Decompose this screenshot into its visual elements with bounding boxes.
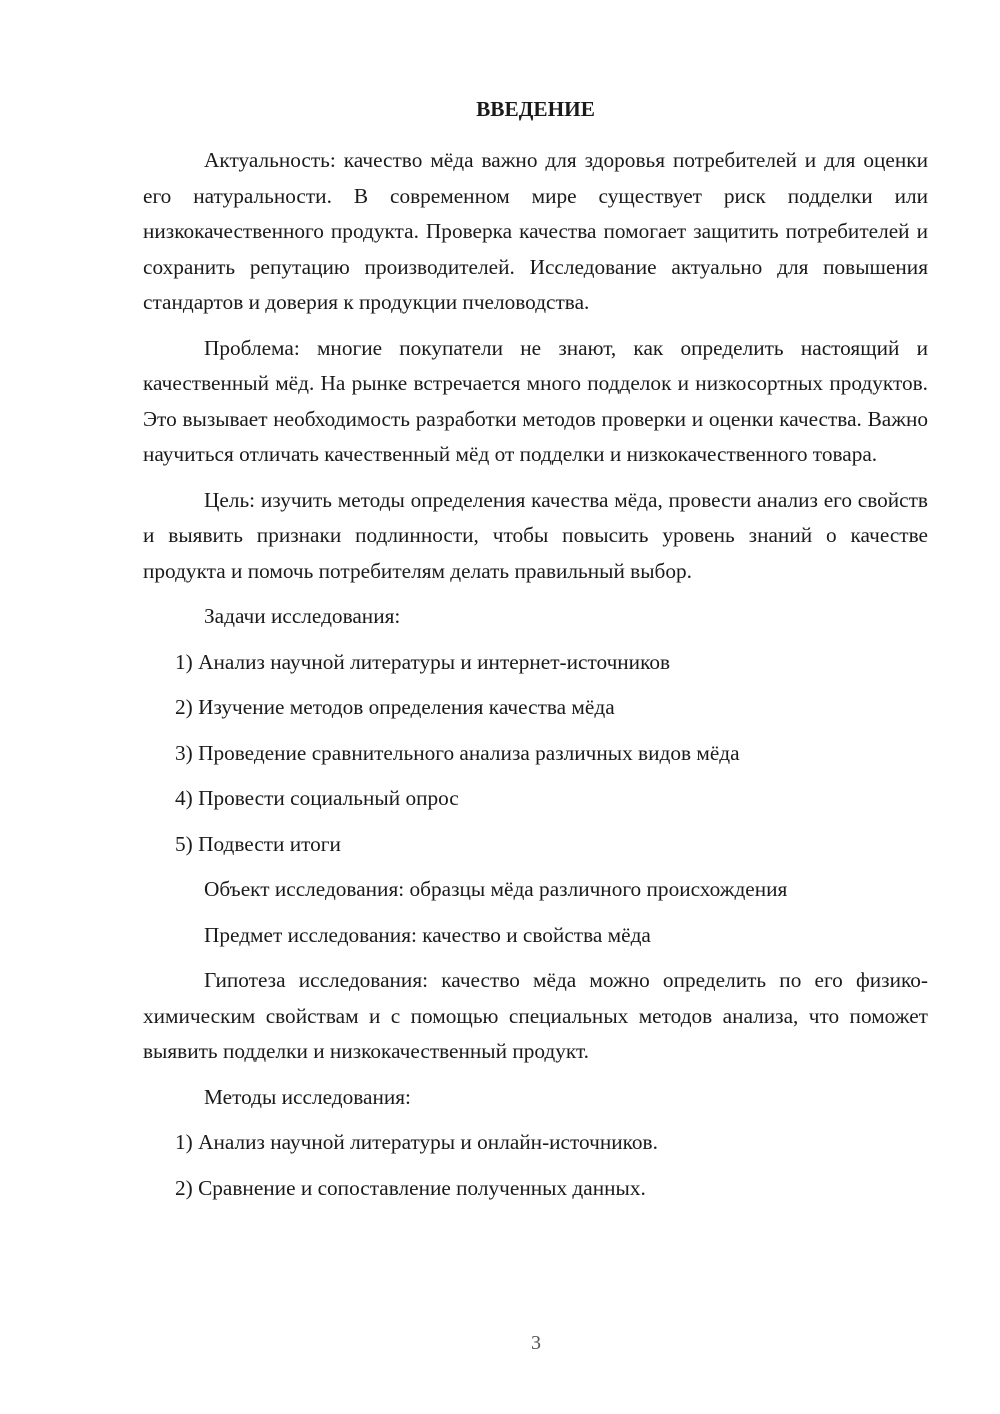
methods-title: Методы исследования: (204, 1084, 411, 1109)
research-object: Объект исследования: образцы мёда различного происхождения (204, 877, 788, 901)
list-item: 5) Подвести итоги (175, 831, 341, 856)
tasks-title: Задачи исследования: (204, 604, 401, 628)
section-heading: ВВЕДЕНИЕ (476, 97, 595, 121)
list-item: 2) Изучение методов определения качества мёда (175, 695, 615, 719)
list-item: 1) Анализ научной литературы и онлайн-источников. (175, 1130, 658, 1154)
list-item: 4) Провести социальный опрос (175, 786, 459, 810)
list-item: 2) Сравнение и сопоставление полученных данных. (175, 1175, 646, 1200)
research-subject: Предмет исследования: качество и свойства мёда (204, 922, 651, 947)
problem-paragraph: Проблема: многие покупатели не знают, как определить настоящий и качественный мёд. На рынке встречается много подделок и низкосортных продуктов. Это вызывает необходимость разработки методов проверки и оценки качества. Важно научиться отличать качественный мёд от подделки и низкокачественного товара. (143, 335, 928, 466)
page-number: 3 (531, 1332, 541, 1354)
methods-list (143, 1125, 928, 1206)
relevance-paragraph: Актуальность: качество мёда важно для здоровья потребителей и для оценки его натуральности. В современном мире существует риск подделки или низкокачественного продукта. Проверка качества помогает защитить потребителей и сохранить репутацию производителей. Исследование актуально для повышения стандартов и доверия к продукции пчеловодства. (143, 148, 928, 314)
goal-paragraph: Цель: изучить методы определения качества мёда, провести анализ его свойств и выявить признаки подлинности, чтобы повысить уровень знаний о качестве продукта и помочь потребителям делать правильный выбор. (143, 487, 928, 583)
list-item: 1) Анализ научной литературы и интернет-источников (175, 649, 671, 674)
tasks-list (143, 645, 928, 863)
list-item: 3) Проведение сравнительного анализа различных видов мёда (175, 740, 740, 765)
document-page (143, 92, 928, 1216)
hypothesis-paragraph: Гипотеза исследования: качество мёда можно определить по его физико-химическим свойствам и с помощью специальных методов анализа, что поможет выявить подделки и низкокачественный продукт. (143, 968, 928, 1063)
